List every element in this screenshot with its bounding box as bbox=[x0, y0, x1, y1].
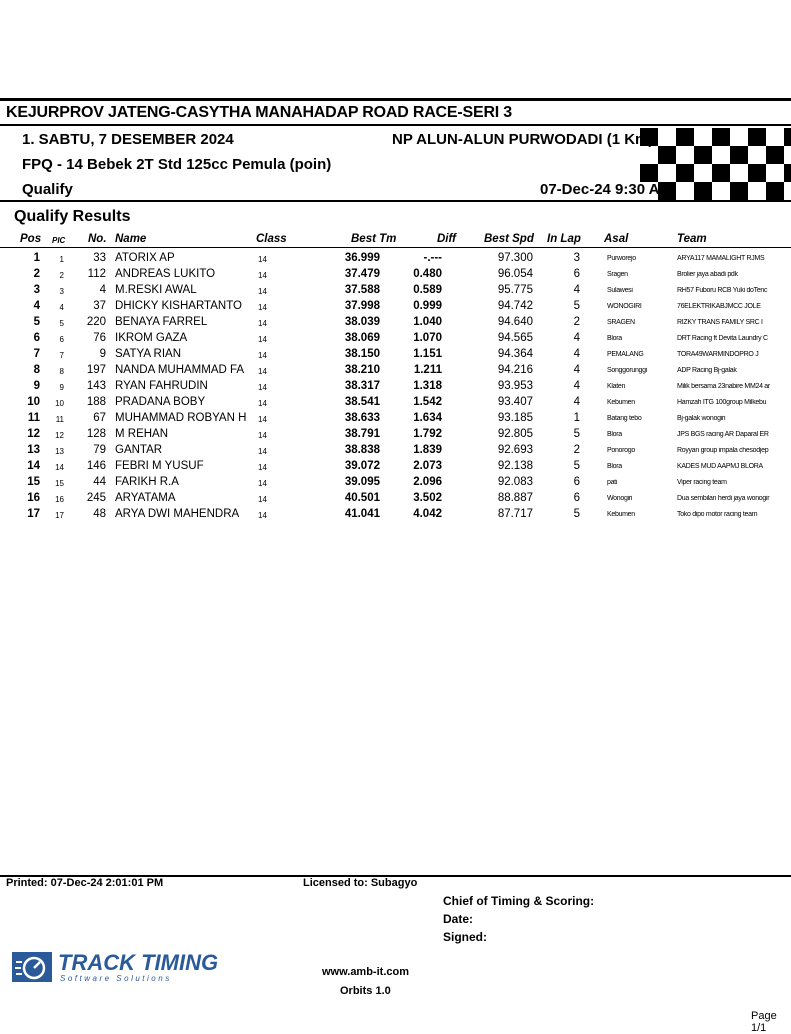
cell-class: 14 bbox=[258, 415, 267, 424]
cell-no: 9 bbox=[99, 348, 106, 360]
cell-team: Dua sembilan herdi jaya wonogir bbox=[677, 495, 770, 502]
cell-no: 197 bbox=[86, 364, 106, 376]
cell-team: Royyan group impala chesodjep bbox=[677, 447, 769, 454]
cell-in-lap: 4 bbox=[573, 332, 580, 344]
cell-no: 76 bbox=[93, 332, 106, 344]
col-name: Name bbox=[115, 233, 147, 245]
title-rule bbox=[0, 124, 791, 126]
cell-diff: 1.839 bbox=[413, 444, 442, 456]
cell-team: Toko dipo motor racing team bbox=[677, 511, 758, 518]
cell-best-spd: 95.775 bbox=[497, 284, 533, 296]
cell-best-spd: 97.300 bbox=[497, 252, 533, 264]
cell-team: JPS BGS racing AR Daparal ER bbox=[677, 431, 769, 438]
cell-no: 4 bbox=[99, 284, 106, 296]
page-number: Page 1/1 bbox=[751, 1010, 777, 1034]
cell-diff: 1.792 bbox=[413, 428, 442, 440]
cell-in-lap: 5 bbox=[573, 428, 580, 440]
cell-diff: 0.480 bbox=[413, 268, 442, 280]
table-row bbox=[0, 316, 791, 332]
cell-pic: 14 bbox=[55, 463, 64, 472]
cell-diff: 1.634 bbox=[413, 412, 442, 424]
cell-diff: 4.042 bbox=[413, 508, 442, 520]
website-link[interactable]: www.amb-it.com bbox=[322, 966, 409, 978]
cell-team: TORA49WARMINDOPRO J bbox=[677, 351, 759, 358]
cell-diff: 1.151 bbox=[413, 348, 442, 360]
cell-diff: -.--- bbox=[423, 252, 442, 264]
cell-class: 14 bbox=[258, 495, 267, 504]
col-best-tm: Best Tm bbox=[351, 233, 397, 245]
cell-name: GANTAR bbox=[115, 444, 163, 456]
cell-asal: Purworejo bbox=[607, 255, 636, 262]
cell-team: ARYA117 MAMALIGHT RJMS bbox=[677, 255, 765, 262]
class-line: FPQ - 14 Bebek 2T Std 125cc Pemula (poin) bbox=[22, 156, 332, 173]
cell-best-spd: 94.565 bbox=[497, 332, 533, 344]
cell-no: 33 bbox=[93, 252, 106, 264]
cell-pic: 11 bbox=[55, 415, 64, 424]
cell-best-spd: 92.805 bbox=[497, 428, 533, 440]
cell-name: DHICKY KISHARTANTO bbox=[115, 300, 242, 312]
cell-team: Hamzah ITG 100group Milkebu bbox=[677, 399, 767, 406]
cell-pos: 7 bbox=[33, 348, 40, 360]
cell-class: 14 bbox=[258, 383, 267, 392]
table-row bbox=[0, 444, 791, 460]
table-row bbox=[0, 252, 791, 268]
cell-diff: 1.211 bbox=[413, 364, 442, 376]
cell-in-lap: 6 bbox=[573, 492, 580, 504]
cell-pic: 4 bbox=[59, 303, 64, 312]
cell-diff: 1.040 bbox=[413, 316, 442, 328]
table-row bbox=[0, 460, 791, 476]
cell-name: FEBRI M YUSUF bbox=[115, 460, 204, 472]
logo-text: TRACK TIMING bbox=[58, 950, 219, 975]
table-row bbox=[0, 492, 791, 508]
cell-in-lap: 4 bbox=[573, 348, 580, 360]
cell-team: ADP Racing Bj-galak bbox=[677, 367, 737, 374]
cell-team: Brolier jaya abadi pdk bbox=[677, 271, 738, 278]
cell-name: M REHAN bbox=[115, 428, 169, 440]
cell-team: KADES MUD AAPMJ BLORA bbox=[677, 463, 763, 470]
cell-pos: 4 bbox=[33, 300, 40, 312]
cell-best-tm: 39.095 bbox=[344, 476, 380, 488]
cell-name: ATORIX AP bbox=[115, 252, 175, 264]
cell-pos: 16 bbox=[27, 492, 40, 504]
cell-pos: 6 bbox=[33, 332, 40, 344]
col-class: Class bbox=[256, 233, 287, 245]
cell-name: IKROM GAZA bbox=[115, 332, 188, 344]
table-row bbox=[0, 300, 791, 316]
cell-asal: SRAGEN bbox=[607, 319, 635, 326]
cell-best-tm: 37.588 bbox=[344, 284, 380, 296]
cell-class: 14 bbox=[258, 447, 267, 456]
cell-asal: Songgorunggi bbox=[607, 367, 647, 374]
cell-class: 14 bbox=[258, 479, 267, 488]
cell-asal: Sulawesi bbox=[607, 287, 633, 294]
cell-class: 14 bbox=[258, 255, 267, 264]
cell-asal: PEMALANG bbox=[607, 351, 644, 358]
top-rule bbox=[0, 98, 791, 101]
cell-best-spd: 92.693 bbox=[497, 444, 533, 456]
table-row bbox=[0, 268, 791, 284]
venue: NP ALUN-ALUN PURWODADI (1 Km) bbox=[392, 131, 654, 148]
cell-best-tm: 37.479 bbox=[344, 268, 380, 280]
cell-best-spd: 96.054 bbox=[497, 268, 533, 280]
cell-in-lap: 4 bbox=[573, 284, 580, 296]
cell-no: 67 bbox=[93, 412, 106, 424]
cell-pos: 13 bbox=[27, 444, 40, 456]
cell-asal: Kebumen bbox=[607, 399, 635, 406]
cell-class: 14 bbox=[258, 319, 267, 328]
cell-pic: 7 bbox=[59, 351, 64, 360]
cell-pic: 1 bbox=[59, 255, 64, 264]
cell-name: ARYATAMA bbox=[115, 492, 176, 504]
cell-best-tm: 38.210 bbox=[344, 364, 380, 376]
software-version: Orbits 1.0 bbox=[340, 985, 391, 997]
cell-no: 188 bbox=[86, 396, 106, 408]
cell-best-spd: 87.717 bbox=[497, 508, 533, 520]
cell-class: 14 bbox=[258, 399, 267, 408]
cell-no: 44 bbox=[93, 476, 106, 488]
cell-class: 14 bbox=[258, 511, 267, 520]
cell-best-tm: 38.150 bbox=[344, 348, 380, 360]
col-best-spd: Best Spd bbox=[484, 233, 534, 245]
cell-pic: 12 bbox=[55, 431, 64, 440]
col-in-lap: In Lap bbox=[547, 233, 581, 245]
column-header-rule bbox=[0, 247, 791, 248]
cell-asal: Batang tebo bbox=[607, 415, 642, 422]
cell-best-spd: 94.640 bbox=[497, 316, 533, 328]
col-team: Team bbox=[677, 233, 707, 245]
cell-asal: Ponorogo bbox=[607, 447, 635, 454]
cell-in-lap: 4 bbox=[573, 380, 580, 392]
cell-team: Viper racing team bbox=[677, 479, 727, 486]
cell-name: SATYA RIAN bbox=[115, 348, 182, 360]
cell-pos: 2 bbox=[33, 268, 40, 280]
cell-name: BENAYA FARREL bbox=[115, 316, 208, 328]
table-row bbox=[0, 396, 791, 412]
cell-in-lap: 2 bbox=[573, 316, 580, 328]
cell-pos: 3 bbox=[33, 284, 40, 296]
cell-pic: 10 bbox=[55, 399, 64, 408]
cell-name: ARYA DWI MAHENDRA bbox=[115, 508, 240, 520]
cell-asal: Blora bbox=[607, 431, 622, 438]
col-no: No. bbox=[88, 233, 107, 245]
cell-team: Milik bersama 23nabire MM24 ar bbox=[677, 383, 770, 390]
signed-label: Signed: bbox=[443, 930, 487, 944]
cell-in-lap: 5 bbox=[573, 300, 580, 312]
table-row bbox=[0, 284, 791, 300]
cell-asal: Kebumen bbox=[607, 511, 635, 518]
cell-no: 220 bbox=[86, 316, 106, 328]
cell-best-tm: 39.072 bbox=[344, 460, 380, 472]
cell-best-tm: 38.838 bbox=[344, 444, 380, 456]
cell-class: 14 bbox=[258, 271, 267, 280]
cell-pos: 12 bbox=[27, 428, 40, 440]
cell-best-spd: 93.407 bbox=[497, 396, 533, 408]
cell-asal: Klaten bbox=[607, 383, 626, 390]
header-rule bbox=[0, 200, 791, 202]
cell-pos: 10 bbox=[27, 396, 40, 408]
cell-diff: 0.589 bbox=[413, 284, 442, 296]
date-label: Date: bbox=[443, 912, 474, 926]
cell-diff: 2.073 bbox=[413, 460, 442, 472]
cell-best-spd: 88.887 bbox=[497, 492, 533, 504]
cell-in-lap: 2 bbox=[573, 444, 580, 456]
cell-diff: 3.502 bbox=[413, 492, 442, 504]
event-title: KEJURPROV JATENG-CASYTHA MANAHADAP ROAD RACE-SERI 3 bbox=[6, 104, 512, 121]
cell-best-tm: 38.633 bbox=[344, 412, 380, 424]
cell-team: RH57 Fuboru RCB Yuki doTenc bbox=[677, 287, 768, 294]
cell-diff: 1.070 bbox=[413, 332, 442, 344]
cell-asal: pati bbox=[607, 479, 618, 486]
session-label: Qualify bbox=[22, 181, 73, 198]
cell-best-tm: 40.501 bbox=[344, 492, 380, 504]
cell-pic: 8 bbox=[59, 367, 64, 376]
chief-of-timing: Chief of Timing & Scoring: bbox=[443, 894, 595, 908]
cell-asal: Blora bbox=[607, 463, 622, 470]
table-row bbox=[0, 364, 791, 380]
cell-name: FARIKH R.A bbox=[115, 476, 179, 488]
cell-best-spd: 92.138 bbox=[497, 460, 533, 472]
cell-pos: 1 bbox=[33, 252, 40, 264]
cell-name: M.RESKI AWAL bbox=[115, 284, 197, 296]
cell-pos: 11 bbox=[27, 412, 40, 424]
cell-no: 245 bbox=[86, 492, 106, 504]
cell-no: 37 bbox=[93, 300, 106, 312]
cell-pic: 3 bbox=[59, 287, 64, 296]
cell-pos: 14 bbox=[27, 460, 40, 472]
cell-in-lap: 6 bbox=[573, 268, 580, 280]
cell-pos: 9 bbox=[33, 380, 40, 392]
cell-pic: 5 bbox=[59, 319, 64, 328]
cell-team: RIZKY TRANS FAMILY SRC I bbox=[677, 319, 763, 326]
cell-pos: 5 bbox=[33, 316, 40, 328]
cell-no: 146 bbox=[86, 460, 106, 472]
table-row bbox=[0, 508, 791, 524]
licensed-to: Licensed to: Subagyo bbox=[303, 877, 418, 889]
cell-class: 14 bbox=[258, 463, 267, 472]
cell-in-lap: 4 bbox=[573, 364, 580, 376]
table-row bbox=[0, 380, 791, 396]
cell-class: 14 bbox=[258, 335, 267, 344]
cell-diff: 1.318 bbox=[413, 380, 442, 392]
cell-team: Bj-galak wonogiri bbox=[677, 415, 726, 422]
cell-name: PRADANA BOBY bbox=[115, 396, 206, 408]
cell-pos: 8 bbox=[33, 364, 40, 376]
cell-in-lap: 3 bbox=[573, 252, 580, 264]
cell-best-spd: 92.083 bbox=[497, 476, 533, 488]
cell-pic: 9 bbox=[59, 383, 64, 392]
cell-diff: 2.096 bbox=[413, 476, 442, 488]
cell-pic: 17 bbox=[55, 511, 64, 520]
cell-asal: Wonogiri bbox=[607, 495, 633, 502]
cell-pic: 16 bbox=[55, 495, 64, 504]
cell-name: MUHAMMAD ROBYAN H bbox=[115, 412, 246, 424]
cell-best-tm: 38.317 bbox=[344, 380, 380, 392]
cell-in-lap: 6 bbox=[573, 476, 580, 488]
cell-class: 14 bbox=[258, 367, 267, 376]
date-line: 1. SABTU, 7 DESEMBER 2024 bbox=[22, 131, 234, 148]
cell-best-spd: 94.216 bbox=[497, 364, 533, 376]
cell-no: 128 bbox=[86, 428, 106, 440]
col-asal: Asal bbox=[604, 233, 629, 245]
table-row bbox=[0, 348, 791, 364]
cell-best-tm: 38.541 bbox=[344, 396, 380, 408]
cell-name: NANDA MUHAMMAD FA bbox=[115, 364, 245, 376]
cell-pic: 6 bbox=[59, 335, 64, 344]
cell-team: DRT Racing ft Devita Laundry C bbox=[677, 335, 768, 342]
cell-best-tm: 36.999 bbox=[344, 252, 380, 264]
cell-best-spd: 94.364 bbox=[497, 348, 533, 360]
col-pic: PIC bbox=[52, 236, 66, 245]
cell-class: 14 bbox=[258, 351, 267, 360]
cell-diff: 0.999 bbox=[413, 300, 442, 312]
cell-name: RYAN FAHRUDIN bbox=[115, 380, 208, 392]
cell-no: 48 bbox=[93, 508, 106, 520]
cell-asal: Sragen bbox=[607, 271, 628, 278]
cell-in-lap: 1 bbox=[573, 412, 580, 424]
cell-team: 76ELEKTRIKABJMCC JOLE bbox=[677, 303, 761, 310]
table-row bbox=[0, 476, 791, 492]
cell-best-tm: 37.998 bbox=[344, 300, 380, 312]
table-row bbox=[0, 428, 791, 444]
cell-diff: 1.542 bbox=[413, 396, 442, 408]
cell-in-lap: 4 bbox=[573, 396, 580, 408]
table-row bbox=[0, 412, 791, 428]
cell-pos: 15 bbox=[27, 476, 40, 488]
cell-best-tm: 38.069 bbox=[344, 332, 380, 344]
cell-in-lap: 5 bbox=[573, 508, 580, 520]
cell-asal: Blora bbox=[607, 335, 622, 342]
cell-pic: 15 bbox=[55, 479, 64, 488]
results-title: Qualify Results bbox=[14, 208, 131, 225]
cell-pic: 13 bbox=[55, 447, 64, 456]
cell-best-spd: 93.953 bbox=[497, 380, 533, 392]
cell-no: 143 bbox=[86, 380, 106, 392]
cell-class: 14 bbox=[258, 287, 267, 296]
session-datetime: 07-Dec-24 9:30 AM bbox=[540, 181, 673, 198]
cell-best-spd: 93.185 bbox=[497, 412, 533, 424]
stopwatch-icon bbox=[12, 952, 52, 982]
cell-best-tm: 41.041 bbox=[344, 508, 380, 520]
logo-subtext: Software Solutions bbox=[60, 974, 172, 983]
cell-no: 79 bbox=[93, 444, 106, 456]
table-row bbox=[0, 332, 791, 348]
cell-name: ANDREAS LUKITO bbox=[115, 268, 216, 280]
cell-no: 112 bbox=[87, 268, 106, 280]
printed-timestamp: Printed: 07-Dec-24 2:01:01 PM bbox=[6, 877, 164, 889]
cell-class: 14 bbox=[258, 303, 267, 312]
cell-best-tm: 38.791 bbox=[344, 428, 380, 440]
cell-asal: WONOGIRI bbox=[607, 303, 642, 310]
cell-in-lap: 5 bbox=[573, 460, 580, 472]
cell-class: 14 bbox=[258, 431, 267, 440]
cell-pic: 2 bbox=[59, 271, 64, 280]
col-diff: Diff bbox=[437, 233, 456, 245]
cell-pos: 17 bbox=[27, 508, 40, 520]
cell-best-spd: 94.742 bbox=[497, 300, 533, 312]
cell-best-tm: 38.039 bbox=[344, 316, 380, 328]
col-pos: Pos bbox=[20, 233, 42, 245]
